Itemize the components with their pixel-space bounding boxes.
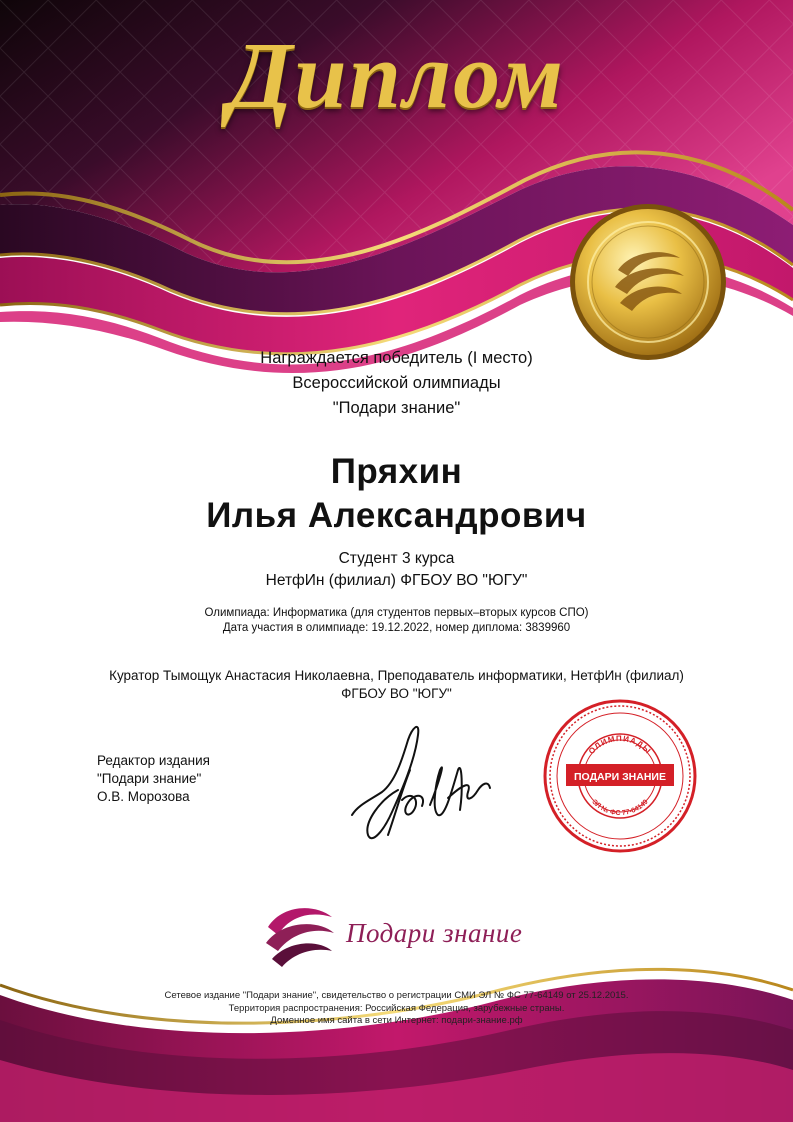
award-line-3: "Подари знание" <box>332 399 461 417</box>
recipient-given-names: Илья Александрович <box>206 496 587 535</box>
position-line-1: Студент 3 курса <box>338 550 455 567</box>
brand-name: Подари знание <box>346 918 523 948</box>
award-line-2: Всероссийской олимпиады <box>292 374 501 392</box>
stamp-bottom-text: ЭЛ № ФС 77-64149 <box>590 798 650 818</box>
editor-line-3: О.В. Морозова <box>97 789 190 804</box>
award-line-1: Награждается победитель (I место) <box>260 349 533 367</box>
svg-text:ОЛИМПИАДЫ <box>587 734 653 756</box>
footer <box>0 990 793 1028</box>
curator-line-1: Куратор Тымощук Анастасия Николаевна, Преподаватель информатики, НетфИн (филиал) <box>109 668 684 683</box>
editor-block <box>97 752 210 806</box>
footer-line-3: Доменное имя сайта в сети Интернет: подари-знание.рф <box>270 1015 523 1026</box>
stamp-center-text: ПОДАРИ ЗНАНИЕ <box>574 771 666 783</box>
recipient-surname: Пряхин <box>330 452 463 491</box>
stamp-seal <box>545 700 695 850</box>
olympiad-subject: Олимпиада: Информатика (для студентов первых–вторых курсов СПО) <box>204 607 589 619</box>
recipient-name <box>0 450 793 538</box>
curator-line-2: ФГБОУ ВО "ЮГУ" <box>341 686 452 701</box>
footer-line-2: Территория распространения: Российская Федерация, зарубежные страны. <box>228 1002 565 1014</box>
editor-line-1: Редактор издания <box>97 753 210 768</box>
signature <box>352 727 490 838</box>
editor-line-2: "Подари знание" <box>97 771 202 786</box>
curator-info <box>60 667 733 703</box>
stamp-top-text: ОЛИМПИАДЫ <box>586 733 654 757</box>
diploma-title: Диплом <box>228 24 565 128</box>
brand-logo-icon <box>264 905 336 971</box>
award-block <box>0 346 793 421</box>
olympiad-details <box>0 606 793 636</box>
footer-line-1: Сетевое издание "Подари знание", свидетельство о регистрации СМИ ЭЛ № ФС 77-64149 от 25.12.2015. <box>164 990 629 1001</box>
position-line-2: НетфИн (филиал) ФГБОУ ВО "ЮГУ" <box>265 572 528 589</box>
olympiad-participation: Дата участия в олимпиаде: 19.12.2022, номер диплома: 3839960 <box>222 622 571 634</box>
recipient-position <box>0 548 793 592</box>
svg-text:ЭЛ № ФС 77-64149 <box>590 798 649 817</box>
